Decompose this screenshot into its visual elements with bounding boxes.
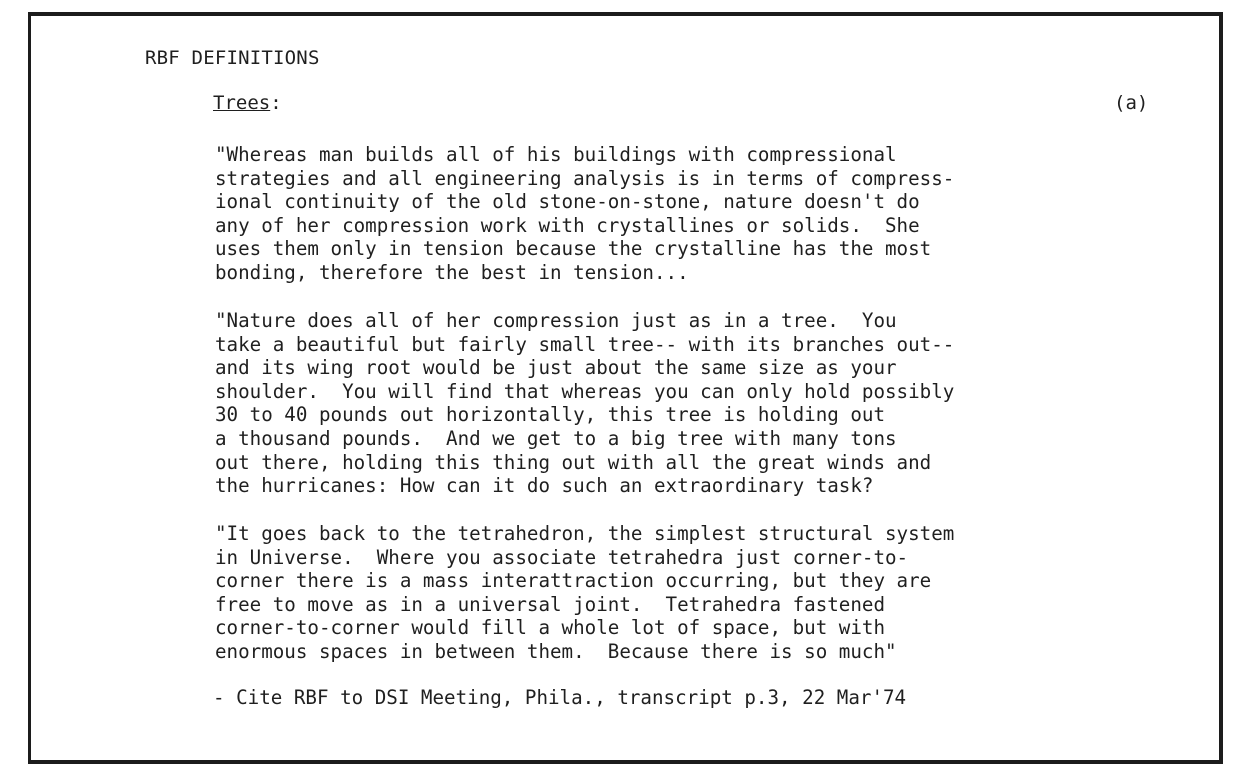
entry-term-colon: : xyxy=(270,92,282,114)
quote-line: take a beautiful but fairly small tree-- with its branches out-- xyxy=(215,332,955,356)
quote-line: shoulder. You will find that whereas you can only hold possibly xyxy=(215,379,955,403)
quote-paragraph-2 xyxy=(215,309,1135,498)
quote-line: free to move as in a universal joint. Tetrahedra fastened xyxy=(215,592,886,616)
quote-line: bonding, therefore the best in tension... xyxy=(215,260,689,284)
page-header: RBF DEFINITIONS xyxy=(145,47,320,69)
quote-line: any of her compression work with crystallines or solids. She xyxy=(215,213,920,237)
quote-line: in Universe. Where you associate tetrahedra just corner-to- xyxy=(215,545,909,569)
quote-paragraph-3 xyxy=(215,522,1135,664)
quote-line: "It goes back to the tetrahedron, the simplest structural system xyxy=(215,522,955,545)
entry-term-text: Trees xyxy=(213,92,271,114)
quote-line: "Nature does all of her compression just as in a tree. You xyxy=(215,309,897,332)
quote-line: out there, holding this thing out with all the great winds and xyxy=(215,450,932,474)
quote-line: uses them only in tension because the crystalline has the most xyxy=(215,237,932,261)
citation: - Cite RBF to DSI Meeting, Phila., transcript p.3, 22 Mar'74 xyxy=(213,686,907,709)
entry-letter: (a) xyxy=(1114,92,1149,114)
quote-line: 30 to 40 pounds out horizontally, this tree is holding out xyxy=(215,403,886,427)
quote-line: ional continuity of the old stone-on-stone, nature doesn't do xyxy=(215,190,920,214)
quote-line: corner there is a mass interattraction occurring, but they are xyxy=(215,569,932,593)
quote-paragraph-1 xyxy=(215,143,1135,285)
quote-line: enormous spaces in between them. Because there is so much" xyxy=(215,639,897,663)
quote-line: the hurricanes: How can it do such an extraordinary task? xyxy=(215,474,874,498)
quote-line: a thousand pounds. And we get to a big tree with many tons xyxy=(215,426,897,450)
quote-line: "Whereas man builds all of his buildings with compressional xyxy=(215,143,897,166)
quote-line: and its wing root would be just about the same size as your xyxy=(215,356,897,380)
quote-line: strategies and all engineering analysis is in terms of compress- xyxy=(215,166,955,190)
quote-line: corner-to-corner would fill a whole lot of space, but with xyxy=(215,616,886,640)
entry-term xyxy=(213,92,282,114)
